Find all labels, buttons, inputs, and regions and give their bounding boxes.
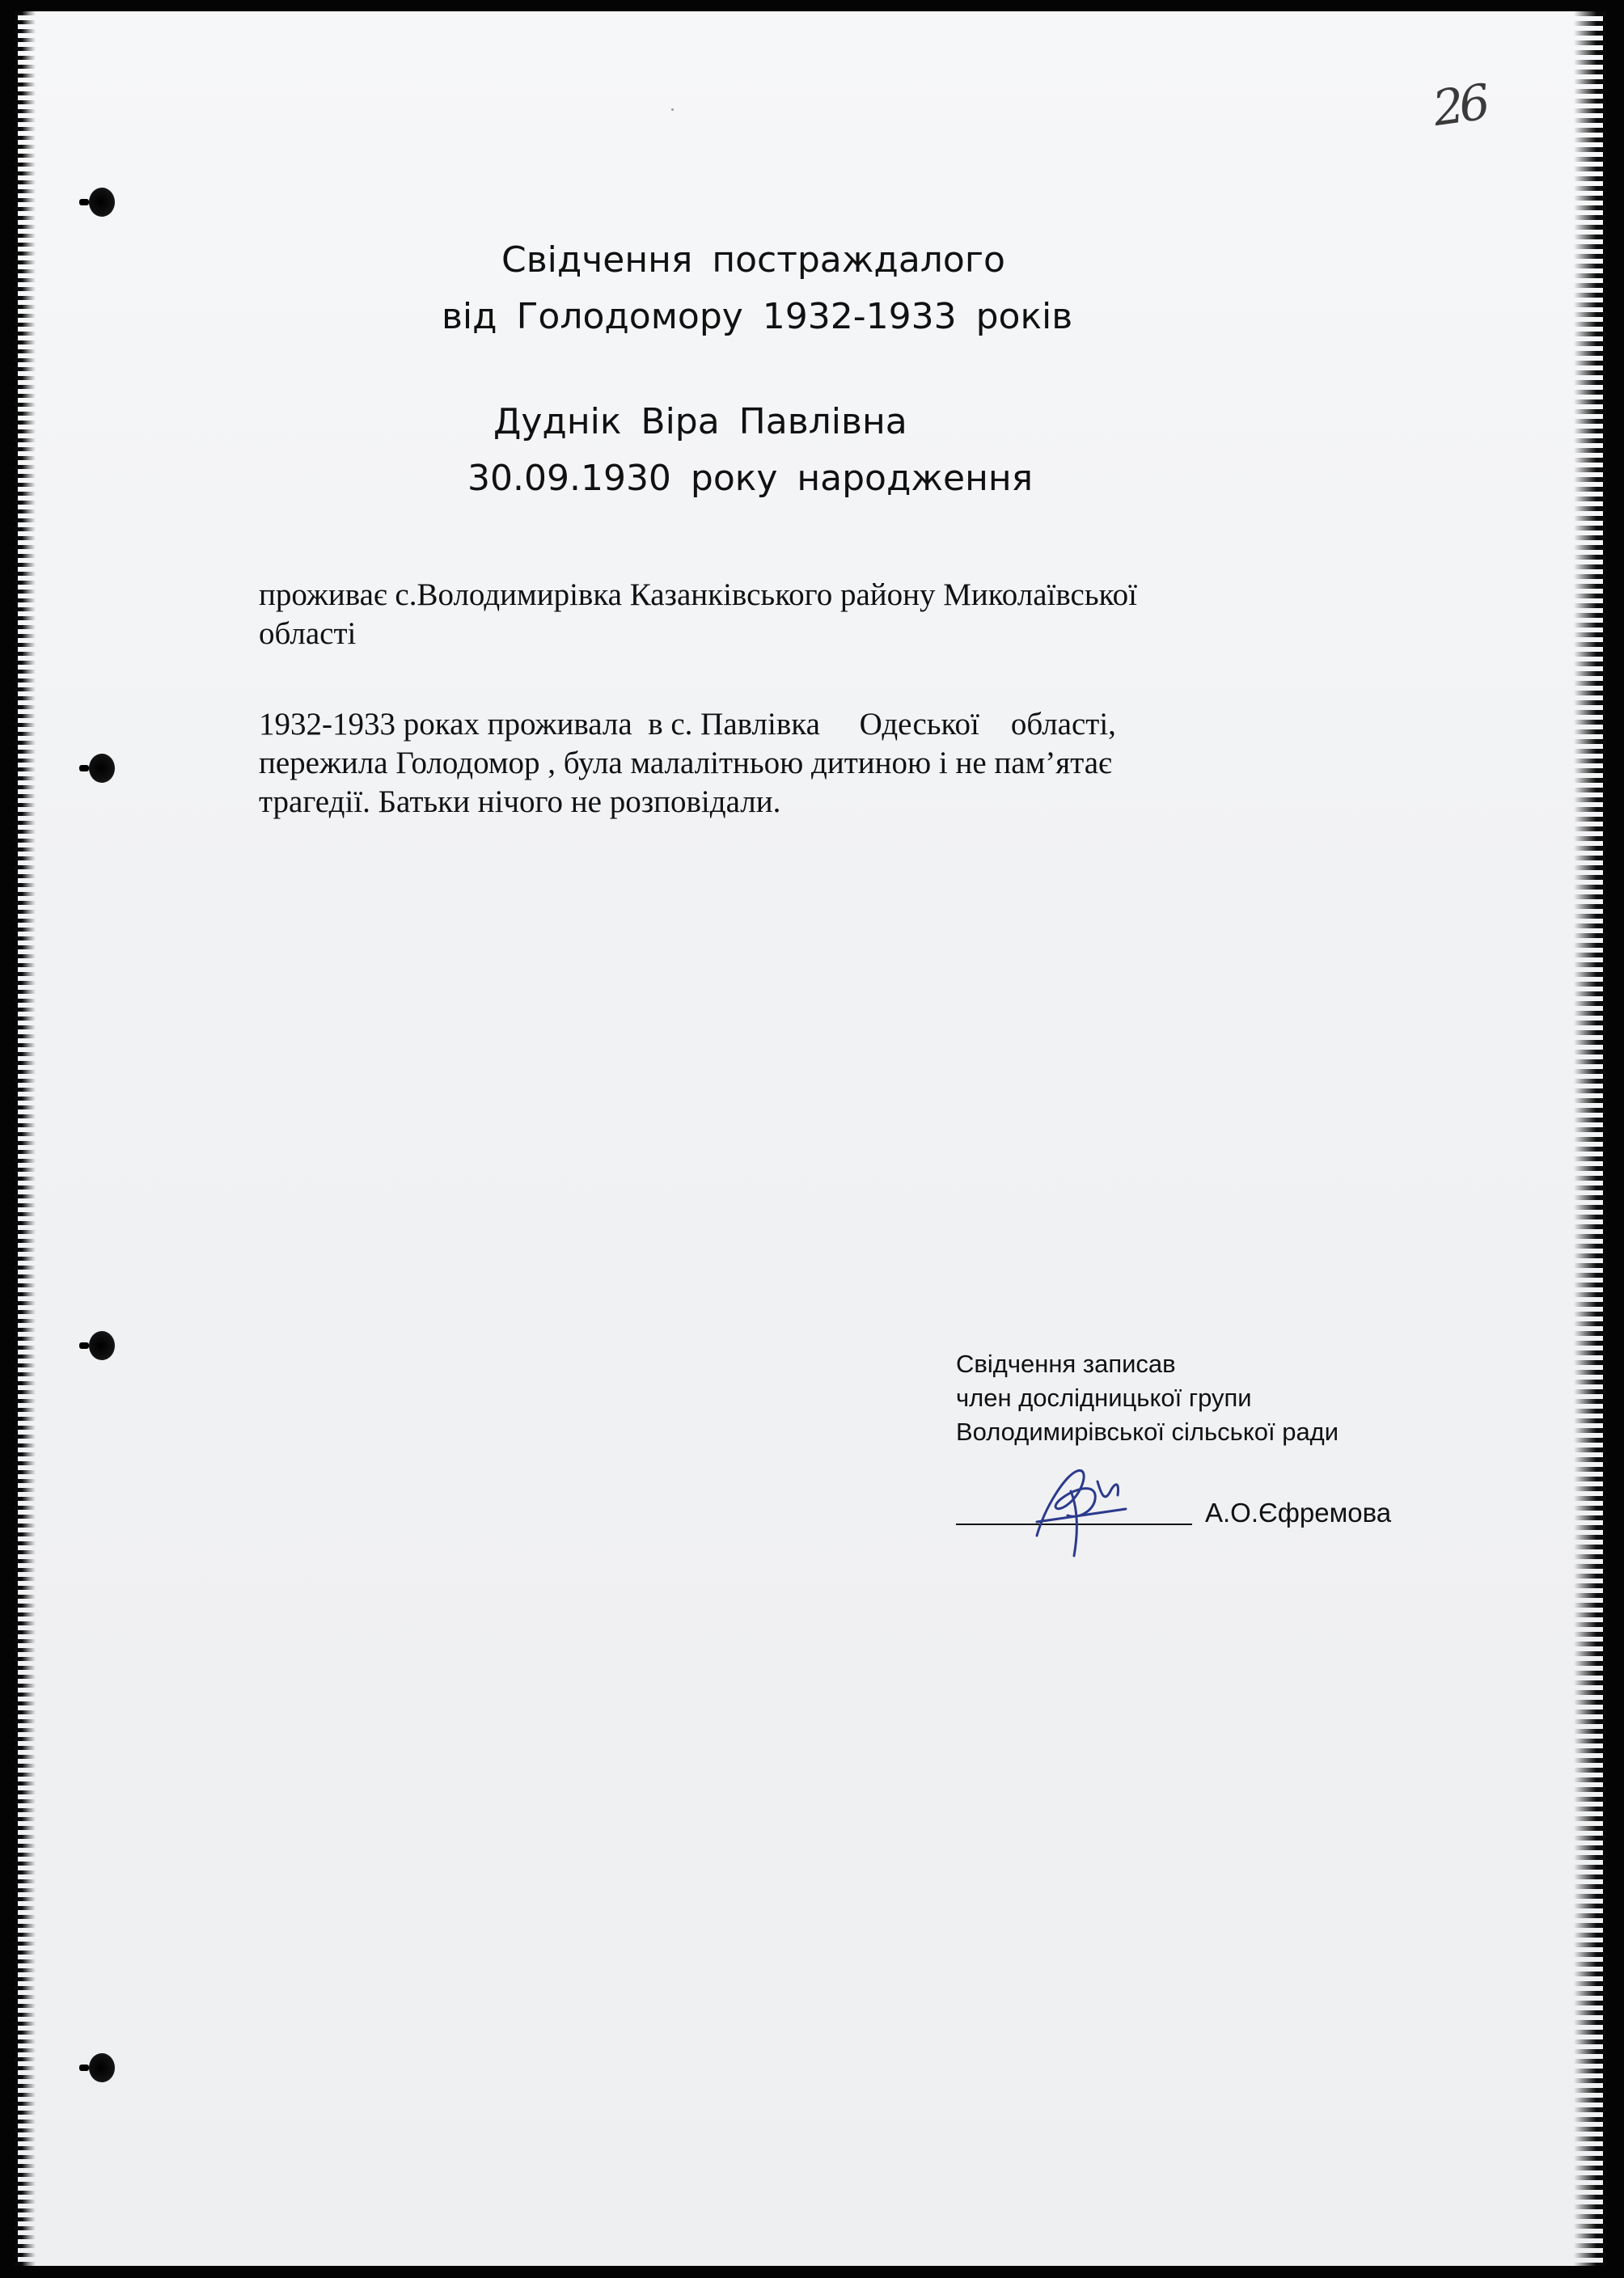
title-line-2: від Голодомору 1932-1933 років: [442, 296, 1073, 337]
punch-hole: [89, 1331, 115, 1360]
paper-sheet: [18, 11, 1603, 2266]
recorder-line-2: член дослідницької групи: [956, 1384, 1252, 1412]
residence-line-1: проживає с.Володимирівка Казанківського району Миколаївської: [259, 577, 1137, 612]
punch-hole: [89, 2053, 115, 2082]
punch-hole: [89, 754, 115, 783]
testimony-line-3: трагедії. Батьки нічого не розповідали.: [259, 784, 781, 819]
sheet-number: 26: [1429, 74, 1489, 138]
testimony-line-1: 1932-1933 роках проживала в с. Павлівка Одеської області,: [259, 707, 1116, 742]
torn-left-edge: [15, 11, 36, 2266]
recorder-line-1: Свідчення записав: [956, 1350, 1176, 1378]
title-line-1: Свідчення постраждалого: [501, 239, 1005, 281]
recorder-name: А.О.Єфремова: [1205, 1498, 1392, 1528]
person-name: Дуднік Віра Павлівна: [493, 401, 907, 442]
punch-hole: [89, 188, 115, 217]
residence-line-2: області: [259, 616, 357, 651]
testimony-line-2: пережила Голодомор , була малалітньою дитиною і не пам’ятає: [259, 746, 1112, 780]
torn-right-edge: [1574, 11, 1606, 2266]
person-birth-date: 30.09.1930 року народження: [467, 458, 1034, 499]
recorder-line-3: Володимирівської сільської ради: [956, 1418, 1339, 1446]
signature-image: [1021, 1459, 1142, 1564]
